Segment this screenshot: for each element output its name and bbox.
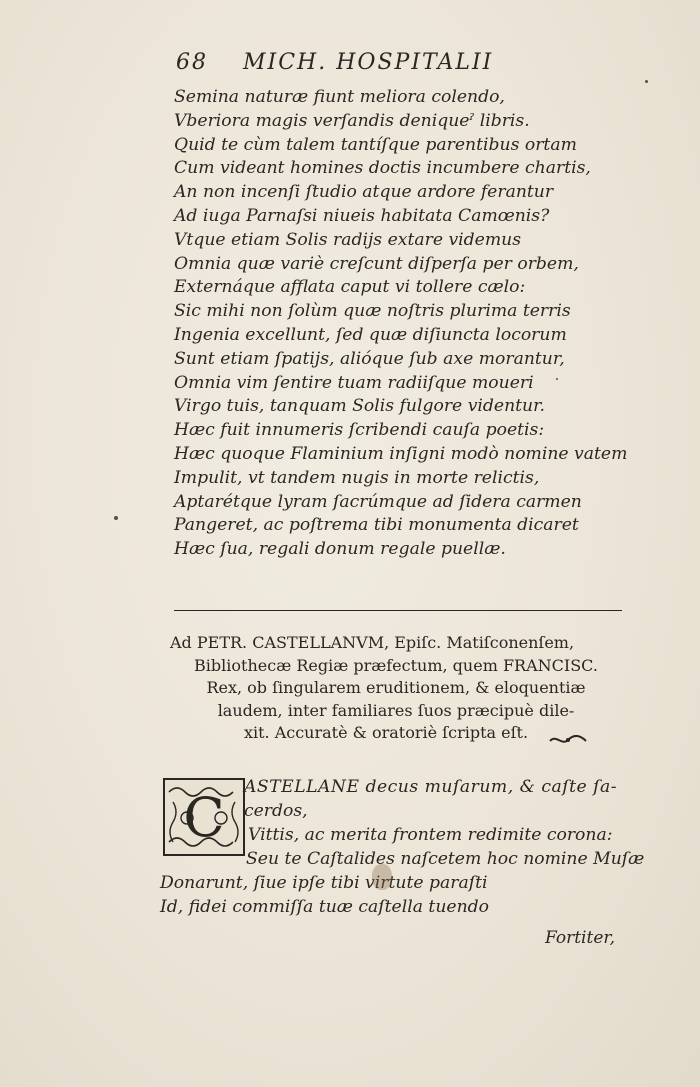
poem-line: Semina naturæ fiunt meliora colendo,	[174, 87, 505, 107]
running-header	[176, 50, 576, 75]
flourish-ornament-icon	[548, 732, 588, 748]
verse-line: Seu te Caſtalides naſcetem hoc nomine Muſæ	[246, 849, 645, 869]
dedication-poem	[160, 775, 645, 919]
heading-line: Ad PETR. CASTELLANVM, Epiſc. Matiſconenſem,	[170, 633, 575, 652]
section-divider	[174, 610, 622, 611]
poem-line: Hæc quoque Flaminium inſigni modò nomine vatem	[174, 443, 628, 464]
poem-line: Externáque afflata caput vi tollere cælo:	[174, 277, 526, 298]
poem-line: Omnia quæ variè creſcunt diſperſa per orbem,	[174, 253, 579, 274]
poem-line: Sic mihi non ſolùm quæ noſtris plurima terris	[174, 301, 571, 322]
dedication-heading	[160, 632, 632, 745]
verse-line: cerdos,	[244, 801, 308, 821]
ink-stain	[372, 864, 392, 890]
poem-line: Cum videant homines doctis incumbere chartis,	[174, 158, 591, 179]
verse-line: Vittis, ac merita frontem redimite corona:	[248, 825, 613, 845]
poem-line: Sunt etiam ſpatijs, alióque ſub axe morantur,	[174, 348, 565, 369]
poem-line: Omnia vim ſentire tuam radiiſque moueri	[174, 372, 534, 393]
heading-line: xit. Accuratè & oratoriè ſcripta eſt.	[243, 723, 529, 742]
poem-line: Vberiora magis verſandis deniqueˀ libris.	[174, 110, 530, 131]
poem-block	[174, 86, 628, 562]
verse-line: Id, fidei commiſſa tuæ caſtella tuendo	[160, 897, 489, 917]
poem-line: Hæc fuit innumeris ſcribendi cauſa poetis:	[174, 420, 545, 441]
verse-line: ASTELLANE decus muſarum, & caſte ſa-	[244, 777, 618, 797]
poem-line: Quid te cùm talem tantíſque parentibus ortam	[174, 134, 577, 155]
poem-line: An non incenſi ſtudio atque ardore ferantur	[174, 182, 554, 203]
poem-line: Vtque etiam Solis radijs extare videmus	[174, 229, 522, 250]
verse-line: Donarunt, ſiue ipſe tibi virtute paraſti	[160, 873, 488, 893]
dropcap-letter: C	[183, 786, 225, 849]
paper-speck	[645, 80, 648, 83]
poem-line: Ad iuga Parnaſsi niueis habitata Camœnis?	[174, 205, 550, 226]
running-title: MICH. HOSPITALII	[243, 50, 494, 75]
catchword: Fortiter,	[545, 928, 616, 948]
poem-line: Hæc ſua, regali donum regale puellæ.	[174, 539, 506, 560]
paper-speck	[114, 516, 118, 520]
paper-speck	[556, 378, 558, 380]
poem-line: Virgo tuis, tanquam Solis fulgore videntur.	[174, 396, 545, 417]
page-number: 68	[176, 50, 208, 75]
heading-line: Rex, ob ſingularem eruditionem, & eloquentiæ	[206, 678, 586, 697]
heading-line: Bibliothecæ Regiæ præfectum, quem FRANCISC.	[194, 655, 598, 675]
poem-line: Impulit, vt tandem nugis in morte relictis,	[174, 467, 540, 488]
poem-line: Aptarétque lyram ſacrúmque ad ſidera carmen	[174, 491, 582, 512]
heading-line: laudem, inter familiares ſuos præcipuè dile-	[217, 700, 575, 720]
poem-line: Pangeret, ac poſtrema tibi monumenta dicaret	[174, 515, 579, 536]
poem-line: Ingenia excellunt, ſed quæ diſiuncta locorum	[174, 324, 567, 345]
